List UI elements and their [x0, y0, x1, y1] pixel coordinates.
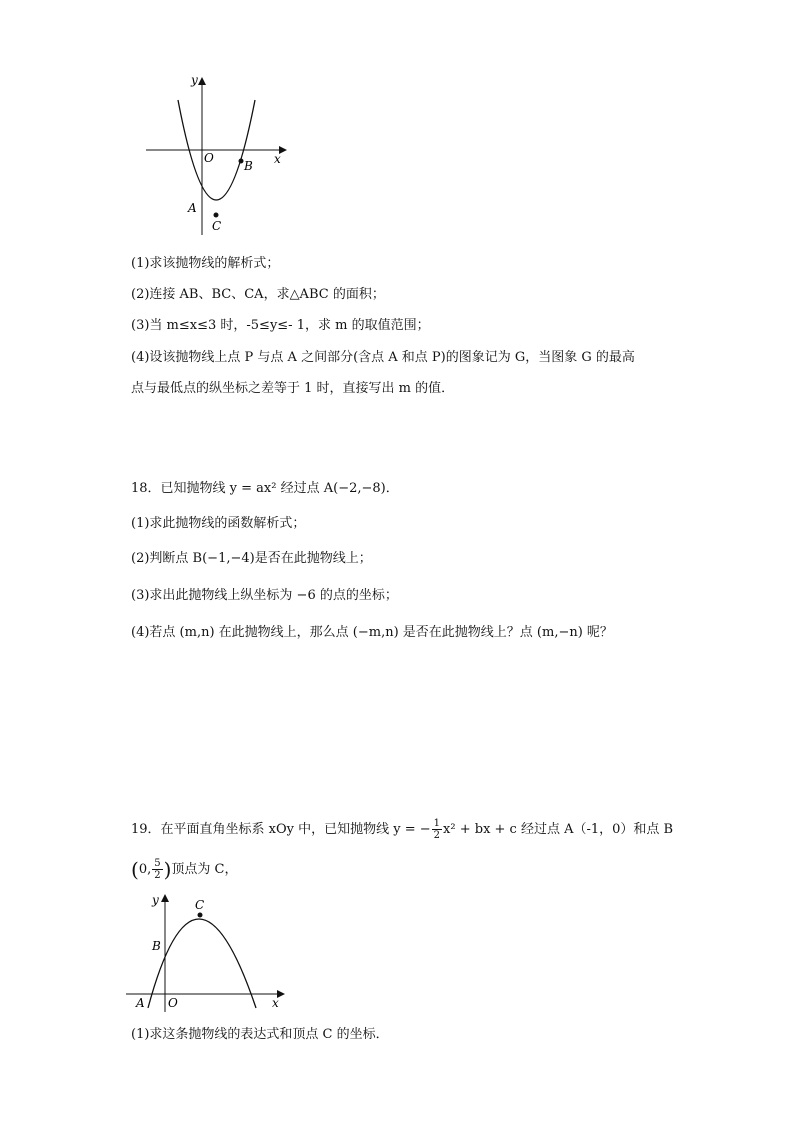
parabola-curve	[148, 919, 256, 1008]
q17-part-2: (2)连接 AB、BC、CA，求△ABC 的面积；	[131, 287, 385, 302]
point-b-dot	[239, 159, 244, 164]
point-b-label: B	[244, 159, 253, 173]
q18-part-2: (2)判断点 B(−1,−4)是否在此抛物线上；	[131, 551, 372, 566]
q19-fraction	[432, 818, 442, 841]
x-axis-label: x	[274, 152, 281, 166]
y-axis-label: y	[152, 893, 159, 907]
parabola-graph-2	[126, 890, 296, 1015]
q19-point-b-denominator: 2	[154, 870, 161, 881]
q18-part-1: (1)求此抛物线的函数解析式；	[131, 516, 306, 531]
q19-part-1: (1)求这条抛物线的表达式和顶点 C 的坐标．	[131, 1027, 389, 1042]
origin-label: O	[204, 151, 214, 165]
q19-stem-part-c: 顶点为 C，	[171, 862, 238, 877]
parabola-graph-1	[140, 70, 300, 240]
point-c-dot	[214, 213, 219, 218]
y-axis-label: y	[191, 73, 198, 87]
q19-point-b-numerator: 5	[154, 858, 161, 869]
point-b-label: B	[152, 939, 161, 953]
point-a-label: A	[136, 996, 145, 1010]
point-a-label: A	[188, 201, 197, 215]
point-c-dot	[198, 913, 203, 918]
q19-fraction-numerator: 1	[433, 818, 441, 829]
q18-part-3: (3)求出此抛物线上纵坐标为 −6 的点的坐标；	[131, 588, 398, 603]
origin-label: O	[168, 996, 178, 1010]
q18-stem: 18．已知抛物线 y = ax² 经过点 A(−2,−8)．	[131, 481, 399, 496]
point-c-label: C	[195, 898, 205, 912]
q17-part-4-line-2: 点与最低点的纵坐标之差等于 1 时，直接写出 m 的值．	[131, 381, 455, 396]
q19-stem-part-b: x² + bx + c 经过点 A（-1，0）和点 B	[443, 822, 674, 837]
q18-part-4: (4)若点 (m,n) 在此抛物线上，那么点 (−m,n) 是否在此抛物线上？点 (m,−n) 呢？	[131, 625, 613, 640]
q17-part-4-line-1: (4)设该抛物线上点 P 与点 A 之间部分(含点 A 和点 P)的图象记为 G，当图象 G 的最高	[131, 350, 635, 365]
q19-fraction-denominator: 2	[433, 830, 441, 841]
q19-point-b-fraction	[152, 858, 162, 881]
q19-stem-line-2: (0, $\frac{5}{2}$ )顶点为 C，	[131, 857, 238, 882]
q17-part-1: (1)求该抛物线的解析式；	[131, 256, 280, 271]
point-c-label: C	[212, 219, 222, 233]
q19-stem-line-1	[131, 818, 673, 841]
q19-point-b-x: 0,	[138, 862, 152, 877]
q17-part-3: (3)当 m≤x≤3 时，-5≤y≤- 1，求 m 的取值范围；	[131, 318, 430, 333]
q19-stem-part-a: 19．在平面直角坐标系 xOy 中，已知抛物线 y = −	[131, 822, 431, 837]
x-axis-label: x	[272, 996, 279, 1010]
